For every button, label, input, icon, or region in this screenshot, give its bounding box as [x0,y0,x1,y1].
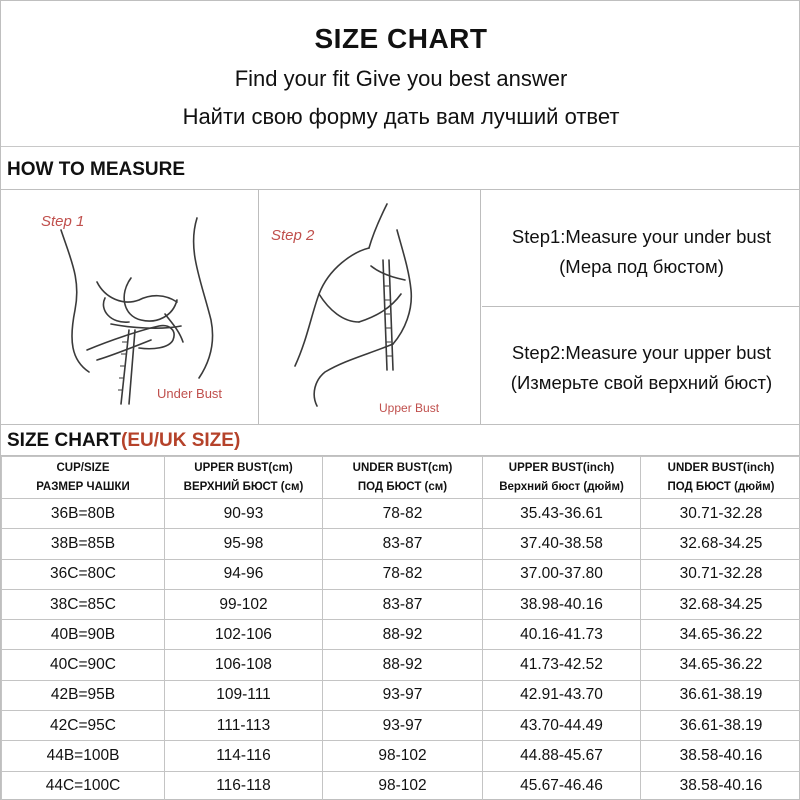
under-bust-inch-cell: 36.61-38.19 [641,711,800,741]
upper-bust-figure-image [259,190,481,424]
cup-size-cell: 44C=100C [2,771,165,800]
how-to-measure-title: HOW TO MEASURE [1,150,800,190]
upper-bust-inch-cell: 37.40-38.58 [483,529,641,559]
under-bust-inch-cell: 36.61-38.19 [641,680,800,710]
header-upper-bust-cm: UPPER BUST(cm) ВЕРХНИЙ БЮСТ (см) [165,457,323,499]
under-bust-inch-cell: 34.65-36.22 [641,650,800,680]
under-bust-cm-cell: 78-82 [323,499,483,529]
table-row [2,589,800,619]
cup-size-cell: 38C=85C [2,589,165,619]
size-chart-title-main: SIZE CHART [7,430,121,451]
table-row [2,771,800,800]
step1-instructions [482,222,800,282]
under-bust-cm-cell: 98-102 [323,741,483,771]
step2-instructions [482,338,800,398]
header-upper-bust-inch: UPPER BUST(inch) Верхний бюст (дюйм) [483,457,641,499]
upper-bust-inch-cell: 44.88-45.67 [483,741,641,771]
upper-bust-cm-cell: 95-98 [165,529,323,559]
cup-size-cell: 40C=90C [2,650,165,680]
under-bust-cm-cell: 93-97 [323,711,483,741]
upper-bust-cm-cell: 109-111 [165,680,323,710]
table-row [2,529,800,559]
cup-size-cell: 36B=80B [2,499,165,529]
under-bust-cm-cell: 93-97 [323,680,483,710]
step1-image-label: Step 1 [41,213,85,230]
step2-illustration [259,190,481,424]
size-chart-title [1,424,800,456]
under-bust-inch-cell: 34.65-36.22 [641,620,800,650]
under-bust-inch-cell: 32.68-34.25 [641,529,800,559]
size-table [1,456,800,800]
under-bust-inch-cell: 30.71-32.28 [641,559,800,589]
under-bust-caption: Under Bust [157,386,223,401]
upper-bust-cm-cell: 102-106 [165,620,323,650]
table-row [2,741,800,771]
upper-bust-inch-cell: 41.73-42.52 [483,650,641,680]
upper-bust-cm-cell: 111-113 [165,711,323,741]
table-row [2,650,800,680]
cup-size-cell: 40B=90B [2,620,165,650]
upper-bust-cm-cell: 114-116 [165,741,323,771]
under-bust-cm-cell: 78-82 [323,559,483,589]
cup-size-cell: 44B=100B [2,741,165,771]
step2-russian: (Измерьте свой верхний бюст) [510,372,773,393]
step2-english: Step2:Measure your upper bust [511,342,772,363]
upper-bust-cm-cell: 99-102 [165,589,323,619]
upper-bust-inch-cell: 35.43-36.61 [483,499,641,529]
subtitle-english: Find your fit Give you best answer [234,66,568,91]
under-bust-cm-cell: 83-87 [323,589,483,619]
subtitle-russian: Найти свою форму дать вам лучший ответ [182,104,620,129]
step1-russian: (Мера под бюстом) [559,256,724,277]
under-bust-cm-cell: 98-102 [323,771,483,800]
upper-bust-inch-cell: 37.00-37.80 [483,559,641,589]
header-under-bust-cm: UNDER BUST(cm) ПОД БЮСТ (см) [323,457,483,499]
under-bust-inch-cell: 32.68-34.25 [641,589,800,619]
step2-image-label: Step 2 [271,227,315,244]
upper-bust-inch-cell: 43.70-44.49 [483,711,641,741]
upper-bust-caption: Upper Bust [379,401,440,415]
cup-size-cell: 36C=80C [2,559,165,589]
under-bust-inch-cell: 38.58-40.16 [641,741,800,771]
table-body [2,499,800,800]
upper-bust-inch-cell: 38.98-40.16 [483,589,641,619]
step-divider [482,306,800,307]
cup-size-cell: 38B=85B [2,529,165,559]
table-header-row [2,457,800,499]
page-title: SIZE CHART [314,23,488,54]
size-chart-region: (EU/UK SIZE) [121,430,241,451]
table-row [2,499,800,529]
under-bust-cm-cell: 83-87 [323,529,483,559]
table-row [2,620,800,650]
upper-bust-inch-cell: 45.67-46.46 [483,771,641,800]
step1-illustration [1,190,259,424]
table-row [2,559,800,589]
upper-bust-inch-cell: 40.16-41.73 [483,620,641,650]
upper-bust-cm-cell: 90-93 [165,499,323,529]
cup-size-cell: 42B=95B [2,680,165,710]
header-under-bust-inch: UNDER BUST(inch) ПОД БЮСТ (дюйм) [641,457,800,499]
header [1,1,800,147]
under-bust-figure-image [1,190,259,424]
under-bust-inch-cell: 38.58-40.16 [641,771,800,800]
cup-size-cell: 42C=95C [2,711,165,741]
table-row [2,680,800,710]
measure-section [1,190,800,424]
under-bust-cm-cell: 88-92 [323,650,483,680]
upper-bust-inch-cell: 42.91-43.70 [483,680,641,710]
header-cup-size: CUP/SIZE РАЗМЕР ЧАШКИ [2,457,165,499]
under-bust-inch-cell: 30.71-32.28 [641,499,800,529]
step1-english: Step1:Measure your under bust [511,226,772,247]
table-row [2,711,800,741]
upper-bust-cm-cell: 94-96 [165,559,323,589]
upper-bust-cm-cell: 116-118 [165,771,323,800]
under-bust-cm-cell: 88-92 [323,620,483,650]
upper-bust-cm-cell: 106-108 [165,650,323,680]
